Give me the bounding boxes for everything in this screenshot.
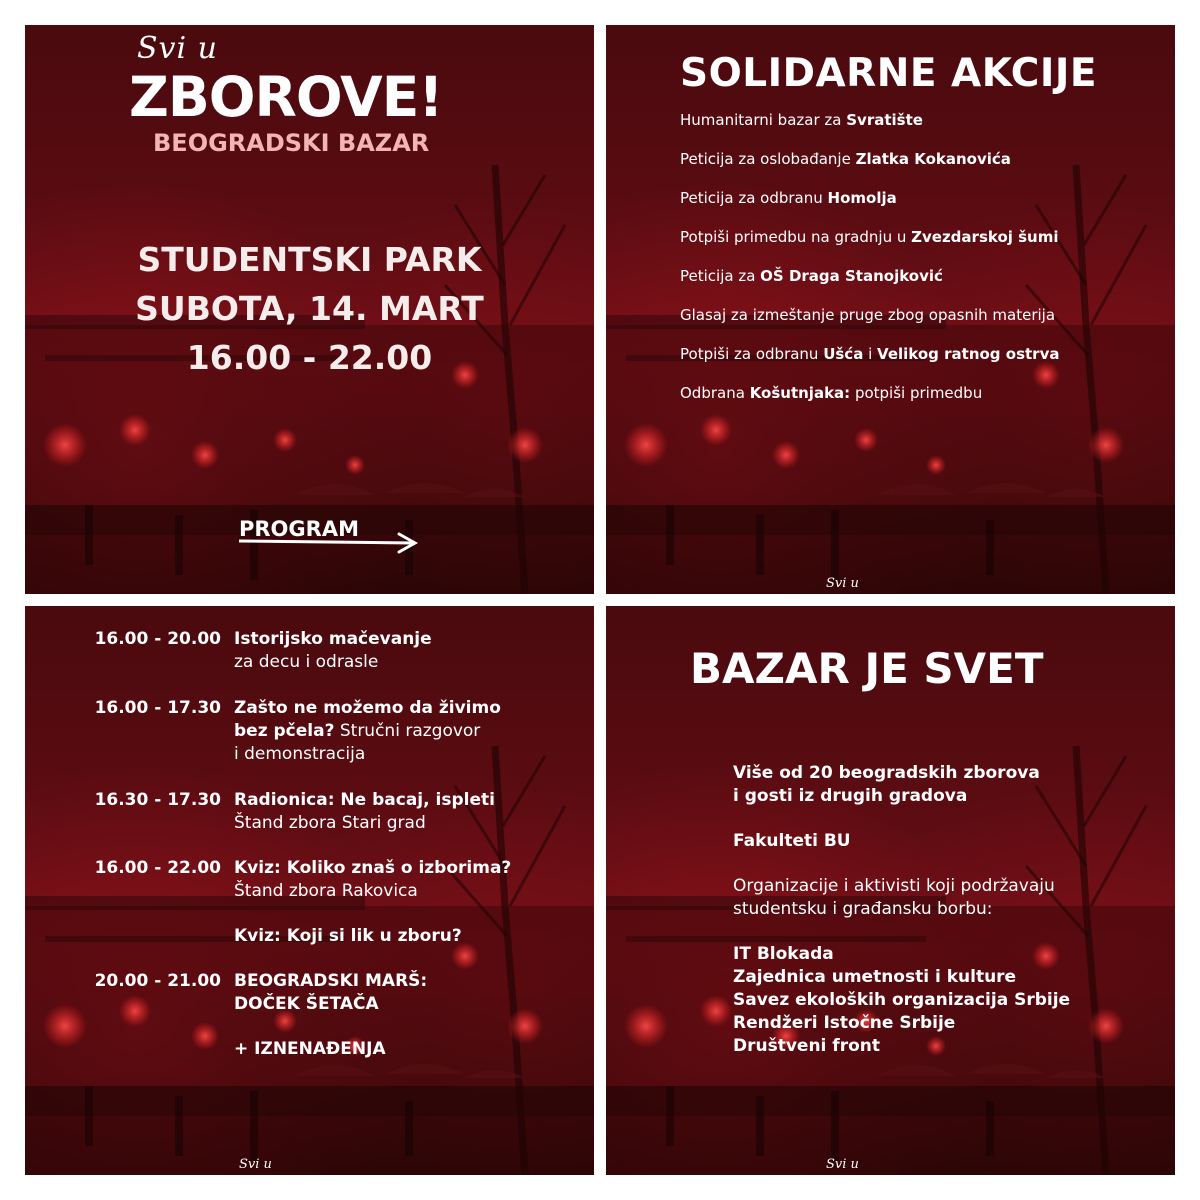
org-item: Savez ekoloških organizacija Srbije bbox=[733, 990, 1071, 1010]
schedule-row: 16.00 - 17.30 Zašto ne možemo da živimo bez pčela? Stručni razgovor i demonstracija bbox=[25, 697, 594, 766]
schedule-title: Zašto ne možemo da živimo bbox=[234, 698, 501, 718]
section-title: BAZAR JE SVET bbox=[690, 644, 1044, 693]
action-item[interactable]: Glasaj za izmeštanje pruge zbog opasnih materija bbox=[680, 306, 1056, 324]
schedule-row bbox=[25, 857, 594, 903]
schedule-row: 20.00 - 21.00 BEOGRADSKI MARŠ: DOČEK ŠETAČA bbox=[25, 970, 594, 1016]
schedule-time: 16.00 - 17.30 bbox=[94, 698, 221, 718]
schedule-row bbox=[25, 628, 594, 674]
schedule-detail: Štand zbora Stari grad bbox=[234, 813, 426, 833]
schedule-title: Kviz: Koji si lik u zboru? bbox=[234, 926, 462, 946]
schedule-title: Istorijsko mačevanje bbox=[234, 629, 432, 649]
panel-poster bbox=[25, 25, 594, 594]
org-item: Rendžeri Istočne Srbije bbox=[733, 1013, 956, 1033]
panel-schedule bbox=[25, 606, 594, 1175]
org-intro: studentsku i građansku borbu: bbox=[733, 899, 993, 919]
org-item: IT Blokada bbox=[733, 944, 834, 964]
schedule-extra: + IZNENAĐENJA bbox=[234, 1039, 386, 1059]
faculties: Fakulteti BU bbox=[733, 831, 851, 851]
schedule-time: 16.30 - 17.30 bbox=[94, 790, 221, 810]
event-details bbox=[25, 235, 594, 382]
action-item[interactable]: Peticija za OŠ Draga Stanojković bbox=[680, 267, 943, 285]
org-item: Društveni front bbox=[733, 1036, 880, 1056]
org-intro: Organizacije i aktivisti koji podržavaju bbox=[733, 876, 1055, 896]
panel-solidarne-akcije bbox=[606, 25, 1175, 594]
footer-logo: Svi u bbox=[239, 1157, 272, 1172]
section-title: SOLIDARNE AKCIJE bbox=[680, 51, 1097, 96]
participants-line: i gosti iz drugih gradova bbox=[733, 786, 968, 806]
schedule-title: Radionica: Ne bacaj, ispleti bbox=[234, 790, 495, 810]
svi-u-script: Svi u bbox=[137, 31, 218, 66]
schedule-detail: za decu i odrasle bbox=[234, 652, 379, 672]
schedule-list bbox=[25, 628, 594, 1061]
schedule-time: 16.00 - 22.00 bbox=[94, 858, 221, 878]
schedule-row bbox=[25, 789, 594, 835]
action-item[interactable]: Odbrana Košutnjaka: potpiši primedbu bbox=[680, 384, 983, 402]
action-item[interactable]: Potpiši za odbranu Ušća i Velikog ratnog ostrva bbox=[680, 345, 1060, 363]
schedule-title: BEOGRADSKI MARŠ: bbox=[234, 971, 428, 991]
program-link[interactable]: PROGRAM bbox=[239, 517, 359, 541]
footer-logo: Svi u bbox=[826, 1157, 859, 1172]
footer-logo: Svi u bbox=[826, 576, 859, 591]
org-item: Zajednica umetnosti i kulture bbox=[733, 967, 1017, 987]
subtitle: BEOGRADSKI BAZAR bbox=[153, 129, 430, 157]
schedule-time: 20.00 - 21.00 bbox=[94, 971, 221, 991]
schedule-detail: i demonstracija bbox=[234, 744, 366, 764]
headline: ZBOROVE! bbox=[129, 65, 443, 129]
event-date: SUBOTA, 14. MART bbox=[135, 289, 484, 328]
action-list bbox=[680, 109, 1059, 421]
participants bbox=[733, 762, 1070, 1058]
arrow-right-icon bbox=[239, 531, 419, 555]
schedule-title: Kviz: Koliko znaš o izborima? bbox=[234, 858, 512, 878]
action-item[interactable]: Peticija za odbranu Homolja bbox=[680, 189, 897, 207]
schedule-detail: Štand zbora Rakovica bbox=[234, 881, 418, 901]
participants-line: Više od 20 beogradskih zborova bbox=[733, 763, 1040, 783]
action-item[interactable]: Peticija za oslobađanje Zlatka Kokanovića bbox=[680, 150, 1011, 168]
action-item[interactable]: Potpiši primedbu na gradnju u Zvezdarskoj šumi bbox=[680, 228, 1059, 246]
event-time: 16.00 - 22.00 bbox=[186, 338, 433, 377]
panel-bazar-je-svet bbox=[606, 606, 1175, 1175]
action-item[interactable]: Humanitarni bazar za Svratište bbox=[680, 111, 923, 129]
schedule-time: 16.00 - 20.00 bbox=[94, 629, 221, 649]
event-location: STUDENTSKI PARK bbox=[137, 240, 482, 279]
schedule-row bbox=[25, 925, 594, 948]
